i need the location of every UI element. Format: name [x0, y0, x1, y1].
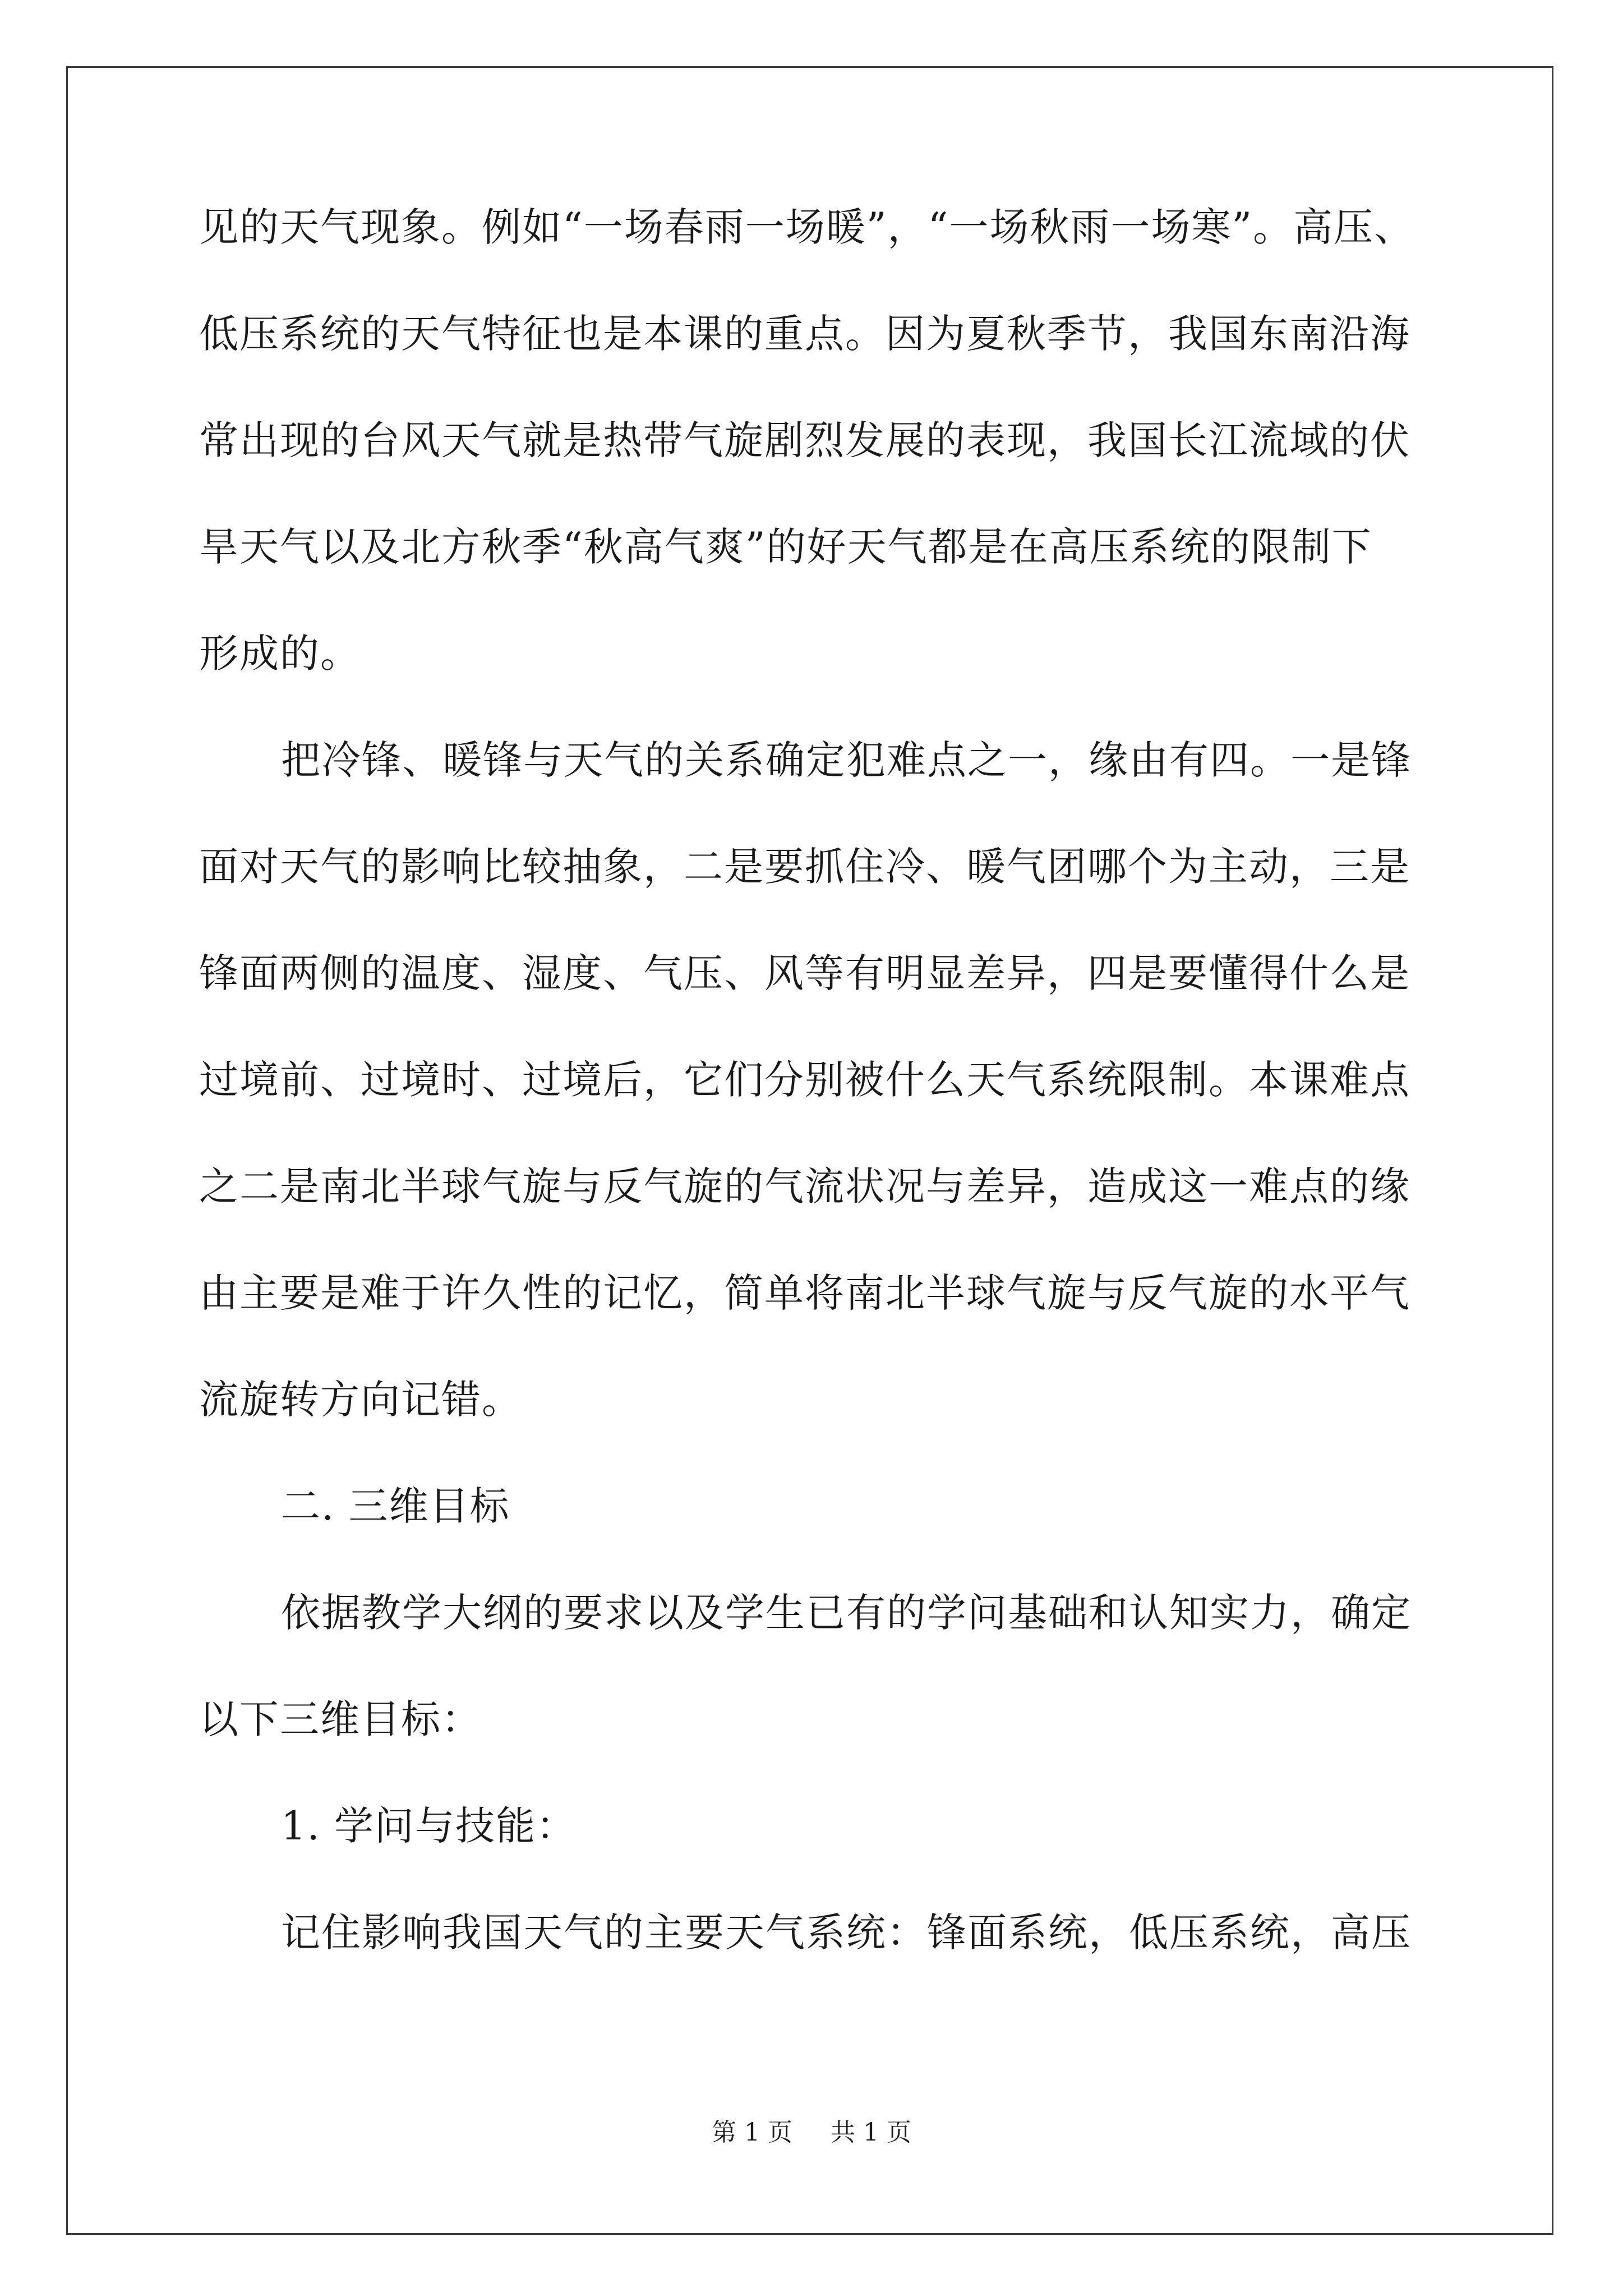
paragraph-first-line: 依据教学大纲的要求以及学生已有的学问基础和认知实力，确定 [281, 1590, 1412, 1636]
text-line: 低压系统的天气特征也是本课的重点。因为夏秋季节，我国东南沿海 [199, 311, 1410, 357]
subsection-heading: 1. 学问与技能： [281, 1803, 577, 1849]
text-line: 面对天气的影响比较抽象，二是要抓住冷、暖气团哪个为主动，三是 [199, 844, 1410, 890]
text-line: 见的天气现象。例如“一场春雨一场暖”，“一场秋雨一场寒”。高压、 [199, 204, 1415, 250]
text-line: 过境前、过境时、过境后，它们分别被什么天气系统限制。本课难点 [199, 1057, 1410, 1103]
text-line: 形成的。 [199, 631, 361, 677]
section-heading: 二. 三维目标 [281, 1483, 510, 1529]
page-total: 共 1 页 [831, 2118, 911, 2147]
text-line: 常出现的台风天气就是热带气旋剧烈发展的表现，我国长江流域的伏 [199, 417, 1410, 463]
paragraph-first-line: 把冷锋、暖锋与天气的关系确定犯难点之一，缘由有四。一是锋 [281, 737, 1412, 783]
text-line: 由主要是难于许久性的记忆，简单将南北半球气旋与反气旋的水平气 [199, 1270, 1410, 1316]
text-line: 流旋转方向记错。 [199, 1377, 522, 1423]
page-number: 第 1 页 [712, 2118, 792, 2147]
text-line: 以下三维目标： [199, 1696, 482, 1742]
text-line: 锋面两侧的温度、湿度、气压、风等有明显差异，四是要懂得什么是 [199, 950, 1410, 996]
text-line: 之二是南北半球气旋与反气旋的气流状况与差异，造成这一难点的缘 [199, 1163, 1410, 1209]
paragraph-first-line: 记住影响我国天气的主要天气系统：锋面系统，低压系统，高压 [281, 1910, 1412, 1955]
page-footer [0, 2120, 1623, 2145]
text-line: 旱天气以及北方秋季“秋高气爽”的好天气都是在高压系统的限制下 [199, 524, 1372, 570]
